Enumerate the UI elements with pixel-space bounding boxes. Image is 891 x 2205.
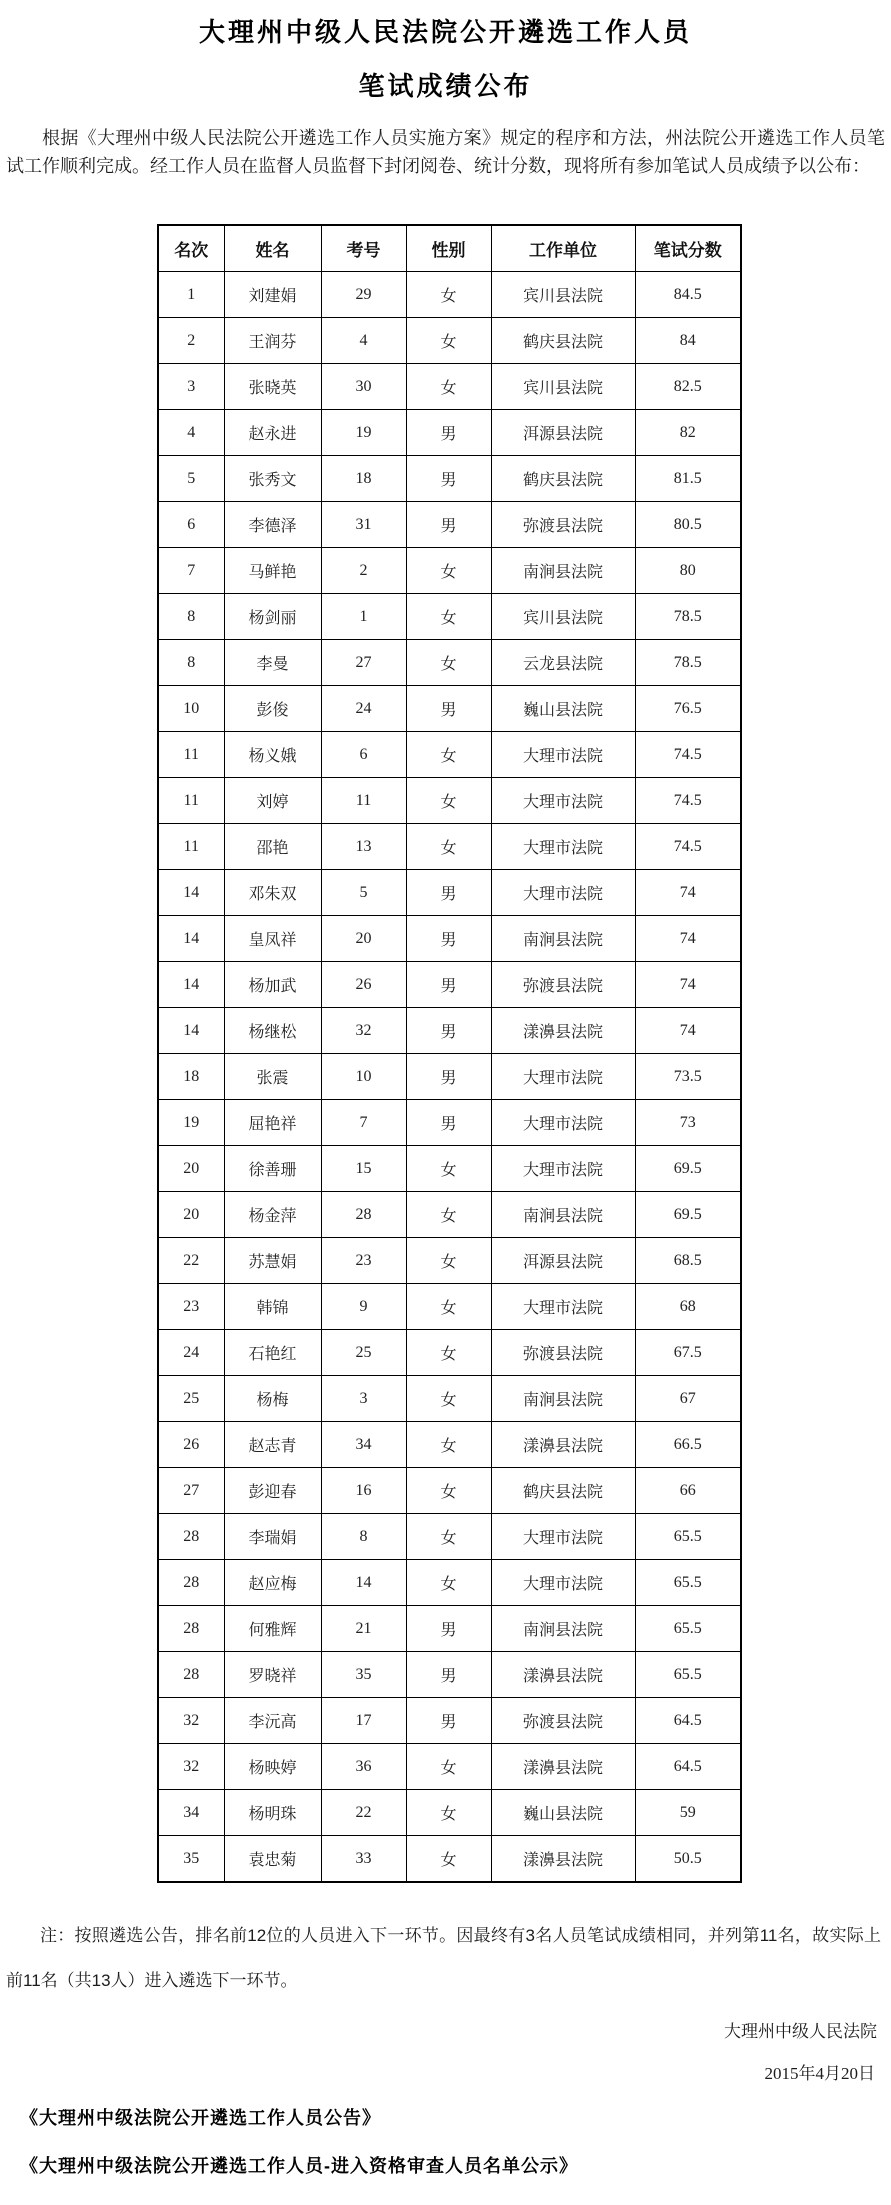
cell-name: 邵艳	[224, 824, 321, 870]
cell-score: 69.5	[635, 1192, 741, 1238]
table-row	[158, 1836, 741, 1883]
cell-score: 65.5	[635, 1514, 741, 1560]
cell-score: 78.5	[635, 594, 741, 640]
cell-exam-no: 13	[321, 824, 406, 870]
cell-name: 罗晓祥	[224, 1652, 321, 1698]
cell-exam-no: 29	[321, 272, 406, 318]
cell-exam-no: 34	[321, 1422, 406, 1468]
cell-work-unit: 南涧县法院	[491, 548, 635, 594]
cell-rank: 32	[158, 1698, 224, 1744]
cell-work-unit: 大理市法院	[491, 1284, 635, 1330]
cell-name: 李德泽	[224, 502, 321, 548]
date: 2015年4月20日	[764, 2064, 875, 2083]
cell-score: 82.5	[635, 364, 741, 410]
cell-rank: 8	[158, 594, 224, 640]
cell-rank: 4	[158, 410, 224, 456]
cell-work-unit: 大理市法院	[491, 1560, 635, 1606]
cell-rank: 28	[158, 1652, 224, 1698]
cell-gender: 女	[406, 1744, 491, 1790]
cell-rank: 14	[158, 916, 224, 962]
cell-name: 刘婷	[224, 778, 321, 824]
cell-work-unit: 大理市法院	[491, 1054, 635, 1100]
cell-work-unit: 漾濞县法院	[491, 1008, 635, 1054]
table-row	[158, 502, 741, 548]
cell-gender: 女	[406, 732, 491, 778]
column-header-work-unit: 工作单位	[491, 225, 635, 272]
table-row	[158, 1468, 741, 1514]
cell-rank: 28	[158, 1606, 224, 1652]
cell-work-unit: 南涧县法院	[491, 916, 635, 962]
cell-exam-no: 15	[321, 1146, 406, 1192]
cell-name: 杨梅	[224, 1376, 321, 1422]
cell-score: 59	[635, 1790, 741, 1836]
cell-gender: 女	[406, 272, 491, 318]
cell-work-unit: 大理市法院	[491, 732, 635, 778]
cell-gender: 女	[406, 778, 491, 824]
cell-work-unit: 大理市法院	[491, 1100, 635, 1146]
link-qualification-review-list[interactable]: 《大理州中级法院公开遴选工作人员-进入资格审查人员名单公示》	[20, 2156, 578, 2176]
cell-exam-no: 19	[321, 410, 406, 456]
cell-work-unit: 宾川县法院	[491, 272, 635, 318]
table-row	[158, 1744, 741, 1790]
cell-gender: 女	[406, 1468, 491, 1514]
cell-score: 67	[635, 1376, 741, 1422]
cell-work-unit: 弥渡县法院	[491, 502, 635, 548]
cell-gender: 女	[406, 1284, 491, 1330]
column-header-rank: 名次	[158, 225, 224, 272]
cell-name: 马鲜艳	[224, 548, 321, 594]
cell-exam-no: 6	[321, 732, 406, 778]
table-row	[158, 272, 741, 318]
cell-gender: 女	[406, 824, 491, 870]
cell-work-unit: 漾濞县法院	[491, 1422, 635, 1468]
cell-name: 李沅高	[224, 1698, 321, 1744]
table-row	[158, 640, 741, 686]
table-row	[158, 686, 741, 732]
cell-rank: 23	[158, 1284, 224, 1330]
cell-gender: 男	[406, 916, 491, 962]
table-row	[158, 456, 741, 502]
page-title-line1: 大理州中级人民法院公开遴选工作人员	[198, 17, 692, 47]
cell-gender: 女	[406, 1146, 491, 1192]
cell-gender: 女	[406, 640, 491, 686]
cell-gender: 女	[406, 364, 491, 410]
cell-rank: 2	[158, 318, 224, 364]
table-row	[158, 1054, 741, 1100]
cell-work-unit: 洱源县法院	[491, 410, 635, 456]
cell-rank: 25	[158, 1376, 224, 1422]
cell-exam-no: 27	[321, 640, 406, 686]
cell-rank: 7	[158, 548, 224, 594]
cell-gender: 男	[406, 1698, 491, 1744]
cell-gender: 男	[406, 502, 491, 548]
cell-rank: 14	[158, 962, 224, 1008]
cell-gender: 男	[406, 1008, 491, 1054]
cell-score: 64.5	[635, 1744, 741, 1790]
cell-name: 屈艳祥	[224, 1100, 321, 1146]
cell-exam-no: 5	[321, 870, 406, 916]
table-row	[158, 732, 741, 778]
table-row	[158, 1330, 741, 1376]
cell-name: 石艳红	[224, 1330, 321, 1376]
table-row	[158, 318, 741, 364]
cell-name: 刘建娟	[224, 272, 321, 318]
table-row	[158, 1422, 741, 1468]
cell-exam-no: 8	[321, 1514, 406, 1560]
cell-exam-no: 3	[321, 1376, 406, 1422]
cell-rank: 22	[158, 1238, 224, 1284]
cell-rank: 34	[158, 1790, 224, 1836]
table-row	[158, 364, 741, 410]
cell-score: 78.5	[635, 640, 741, 686]
table-row	[158, 410, 741, 456]
cell-gender: 女	[406, 1238, 491, 1284]
cell-exam-no: 7	[321, 1100, 406, 1146]
cell-rank: 35	[158, 1836, 224, 1883]
cell-gender: 女	[406, 1560, 491, 1606]
cell-score: 74	[635, 916, 741, 962]
cell-rank: 27	[158, 1468, 224, 1514]
cell-rank: 11	[158, 732, 224, 778]
cell-score: 68	[635, 1284, 741, 1330]
cell-exam-no: 4	[321, 318, 406, 364]
cell-work-unit: 大理市法院	[491, 870, 635, 916]
cell-rank: 11	[158, 824, 224, 870]
cell-score: 65.5	[635, 1606, 741, 1652]
cell-score: 74	[635, 870, 741, 916]
column-header-exam-no: 考号	[321, 225, 406, 272]
results-table	[157, 224, 742, 1883]
cell-work-unit: 弥渡县法院	[491, 1330, 635, 1376]
cell-exam-no: 18	[321, 456, 406, 502]
cell-exam-no: 20	[321, 916, 406, 962]
table-row	[158, 1284, 741, 1330]
cell-work-unit: 宾川县法院	[491, 594, 635, 640]
table-row	[158, 1560, 741, 1606]
cell-work-unit: 宾川县法院	[491, 364, 635, 410]
table-header-row	[158, 225, 741, 272]
table-row	[158, 916, 741, 962]
table-row	[158, 1238, 741, 1284]
table-row	[158, 870, 741, 916]
cell-rank: 10	[158, 686, 224, 732]
table-row	[158, 1008, 741, 1054]
cell-exam-no: 30	[321, 364, 406, 410]
cell-gender: 男	[406, 962, 491, 1008]
cell-gender: 女	[406, 1376, 491, 1422]
cell-work-unit: 南涧县法院	[491, 1192, 635, 1238]
cell-gender: 女	[406, 548, 491, 594]
cell-name: 苏慧娟	[224, 1238, 321, 1284]
cell-gender: 男	[406, 870, 491, 916]
cell-exam-no: 1	[321, 594, 406, 640]
cell-exam-no: 26	[321, 962, 406, 1008]
cell-rank: 20	[158, 1146, 224, 1192]
cell-score: 67.5	[635, 1330, 741, 1376]
cell-name: 杨义娥	[224, 732, 321, 778]
cell-work-unit: 漾濞县法院	[491, 1836, 635, 1883]
cell-name: 张晓英	[224, 364, 321, 410]
cell-work-unit: 漾濞县法院	[491, 1652, 635, 1698]
cell-work-unit: 大理市法院	[491, 1146, 635, 1192]
cell-name: 王润芬	[224, 318, 321, 364]
cell-work-unit: 鹤庆县法院	[491, 318, 635, 364]
cell-rank: 8	[158, 640, 224, 686]
cell-score: 74.5	[635, 778, 741, 824]
table-row	[158, 1376, 741, 1422]
cell-score: 69.5	[635, 1146, 741, 1192]
cell-name: 杨明珠	[224, 1790, 321, 1836]
cell-name: 张秀文	[224, 456, 321, 502]
cell-exam-no: 17	[321, 1698, 406, 1744]
cell-work-unit: 巍山县法院	[491, 686, 635, 732]
table-row	[158, 1514, 741, 1560]
cell-exam-no: 33	[321, 1836, 406, 1883]
cell-work-unit: 大理市法院	[491, 1514, 635, 1560]
cell-gender: 女	[406, 1790, 491, 1836]
cell-exam-no: 10	[321, 1054, 406, 1100]
cell-name: 彭俊	[224, 686, 321, 732]
note-paragraph: 注：按照遴选公告，排名前12位的人员进入下一环节。因最终有3名人员笔试成绩相同，并列第11名，故实际上前11名（共13人）进入遴选下一环节。	[6, 1926, 881, 1990]
cell-rank: 28	[158, 1560, 224, 1606]
cell-rank: 3	[158, 364, 224, 410]
cell-name: 杨金萍	[224, 1192, 321, 1238]
cell-exam-no: 36	[321, 1744, 406, 1790]
cell-name: 杨剑丽	[224, 594, 321, 640]
cell-gender: 女	[406, 1330, 491, 1376]
cell-work-unit: 巍山县法院	[491, 1790, 635, 1836]
cell-name: 杨加武	[224, 962, 321, 1008]
cell-exam-no: 11	[321, 778, 406, 824]
table-row	[158, 824, 741, 870]
cell-name: 韩锦	[224, 1284, 321, 1330]
cell-gender: 女	[406, 1514, 491, 1560]
cell-rank: 1	[158, 272, 224, 318]
cell-gender: 女	[406, 594, 491, 640]
cell-exam-no: 22	[321, 1790, 406, 1836]
table-row	[158, 962, 741, 1008]
cell-work-unit: 大理市法院	[491, 824, 635, 870]
cell-work-unit: 云龙县法院	[491, 640, 635, 686]
cell-exam-no: 9	[321, 1284, 406, 1330]
page-title-line2: 笔试成绩公布	[358, 71, 533, 101]
cell-work-unit: 鹤庆县法院	[491, 1468, 635, 1514]
table-row	[158, 1652, 741, 1698]
results-table-body	[158, 272, 741, 1883]
cell-score: 74	[635, 1008, 741, 1054]
cell-name: 何雅辉	[224, 1606, 321, 1652]
cell-gender: 女	[406, 1422, 491, 1468]
cell-name: 皇凤祥	[224, 916, 321, 962]
cell-work-unit: 大理市法院	[491, 778, 635, 824]
cell-exam-no: 35	[321, 1652, 406, 1698]
cell-score: 73	[635, 1100, 741, 1146]
cell-score: 80.5	[635, 502, 741, 548]
related-links	[20, 2105, 891, 2179]
cell-score: 84.5	[635, 272, 741, 318]
table-row	[158, 548, 741, 594]
cell-rank: 18	[158, 1054, 224, 1100]
table-row	[158, 1790, 741, 1836]
cell-work-unit: 南涧县法院	[491, 1376, 635, 1422]
cell-rank: 20	[158, 1192, 224, 1238]
cell-name: 李曼	[224, 640, 321, 686]
cell-score: 64.5	[635, 1698, 741, 1744]
column-header-gender: 性别	[406, 225, 491, 272]
cell-rank: 26	[158, 1422, 224, 1468]
cell-gender: 男	[406, 1606, 491, 1652]
cell-name: 彭迎春	[224, 1468, 321, 1514]
cell-score: 66.5	[635, 1422, 741, 1468]
column-header-score: 笔试分数	[635, 225, 741, 272]
cell-rank: 32	[158, 1744, 224, 1790]
cell-score: 76.5	[635, 686, 741, 732]
cell-score: 68.5	[635, 1238, 741, 1284]
cell-rank: 14	[158, 1008, 224, 1054]
cell-score: 84	[635, 318, 741, 364]
cell-name: 赵永进	[224, 410, 321, 456]
cell-gender: 女	[406, 1836, 491, 1883]
cell-rank: 24	[158, 1330, 224, 1376]
cell-work-unit: 鹤庆县法院	[491, 456, 635, 502]
cell-score: 65.5	[635, 1652, 741, 1698]
cell-work-unit: 弥渡县法院	[491, 1698, 635, 1744]
cell-gender: 男	[406, 1652, 491, 1698]
cell-score: 74.5	[635, 824, 741, 870]
intro-paragraph: 根据《大理州中级人民法院公开遴选工作人员实施方案》规定的程序和方法，州法院公开遴选工作人员笔试工作顺利完成。经工作人员在监督人员监督下封闭阅卷、统计分数，现将所有参加笔试人员成绩予以公布：	[6, 128, 885, 176]
table-row	[158, 1606, 741, 1652]
cell-exam-no: 21	[321, 1606, 406, 1652]
cell-exam-no: 28	[321, 1192, 406, 1238]
cell-score: 65.5	[635, 1560, 741, 1606]
cell-name: 邓朱双	[224, 870, 321, 916]
cell-exam-no: 24	[321, 686, 406, 732]
cell-work-unit: 弥渡县法院	[491, 962, 635, 1008]
table-row	[158, 778, 741, 824]
cell-name: 李瑞娟	[224, 1514, 321, 1560]
link-recruitment-announcement[interactable]: 《大理州中级法院公开遴选工作人员公告》	[20, 2108, 381, 2128]
cell-gender: 男	[406, 1100, 491, 1146]
cell-score: 50.5	[635, 1836, 741, 1883]
cell-exam-no: 32	[321, 1008, 406, 1054]
cell-score: 73.5	[635, 1054, 741, 1100]
cell-name: 杨映婷	[224, 1744, 321, 1790]
cell-rank: 11	[158, 778, 224, 824]
cell-rank: 19	[158, 1100, 224, 1146]
cell-exam-no: 2	[321, 548, 406, 594]
signature: 大理州中级人民法院	[724, 2022, 877, 2041]
cell-score: 81.5	[635, 456, 741, 502]
cell-exam-no: 14	[321, 1560, 406, 1606]
table-row	[158, 1100, 741, 1146]
cell-score: 74	[635, 962, 741, 1008]
cell-score: 66	[635, 1468, 741, 1514]
cell-score: 82	[635, 410, 741, 456]
cell-name: 徐善珊	[224, 1146, 321, 1192]
cell-exam-no: 25	[321, 1330, 406, 1376]
column-header-name: 姓名	[224, 225, 321, 272]
cell-name: 张震	[224, 1054, 321, 1100]
table-row	[158, 594, 741, 640]
cell-name: 赵应梅	[224, 1560, 321, 1606]
table-row	[158, 1146, 741, 1192]
cell-rank: 5	[158, 456, 224, 502]
cell-gender: 男	[406, 456, 491, 502]
cell-rank: 6	[158, 502, 224, 548]
cell-rank: 28	[158, 1514, 224, 1560]
cell-rank: 14	[158, 870, 224, 916]
cell-work-unit: 漾濞县法院	[491, 1744, 635, 1790]
cell-name: 赵志青	[224, 1422, 321, 1468]
cell-gender: 男	[406, 1054, 491, 1100]
table-row	[158, 1698, 741, 1744]
table-row	[158, 1192, 741, 1238]
cell-score: 80	[635, 548, 741, 594]
cell-gender: 女	[406, 1192, 491, 1238]
cell-exam-no: 23	[321, 1238, 406, 1284]
cell-gender: 男	[406, 410, 491, 456]
cell-name: 袁忠菊	[224, 1836, 321, 1883]
cell-name: 杨继松	[224, 1008, 321, 1054]
cell-gender: 男	[406, 686, 491, 732]
cell-work-unit: 洱源县法院	[491, 1238, 635, 1284]
cell-exam-no: 16	[321, 1468, 406, 1514]
cell-work-unit: 南涧县法院	[491, 1606, 635, 1652]
cell-exam-no: 31	[321, 502, 406, 548]
cell-gender: 女	[406, 318, 491, 364]
cell-score: 74.5	[635, 732, 741, 778]
